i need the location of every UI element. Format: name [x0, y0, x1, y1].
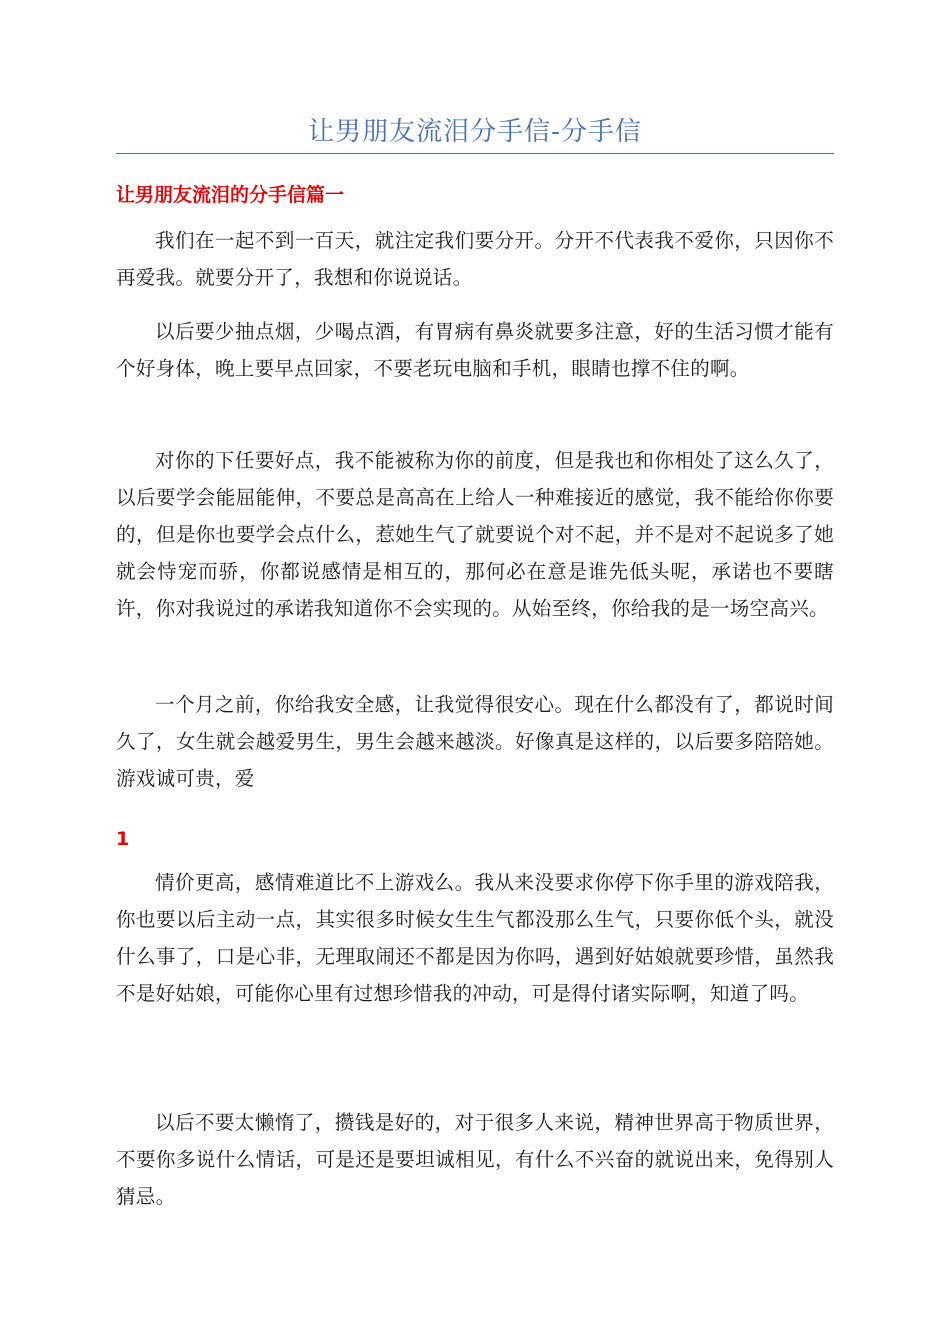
paragraph-3: 对你的下任要好点，我不能被称为你的前度，但是我也和你相处了这么久了，以后要学会能屈能伸，不要总是高高在上给人一种难接近的感觉，我不能给你你要的，但是你也要学会点什么，惹她生气了就要说个对不起，并不是对不起说多了她就会恃宠而骄，你都说感情是相互的，那何必在意是谁先低头呢，承诺也不要瞎许，你对我说过的承诺我知道你不会实现的。从始至终，你给我的是一场空高兴。: [116, 449, 834, 620]
document-title: 让男朋友流泪分手信-分手信: [308, 117, 642, 147]
paragraph-5: 情价更高，感情难道比不上游戏么。我从来没要求你停下你手里的游戏陪我，你也要以后主动一点，其实很多时候女生生气都没那么生气，只要你低个头，就没什么事了，口是心非，无理取闹还不都是因为你吗，遇到好姑娘就要珍惜，虽然我不是好姑娘，可能你心里有过想珍惜我的冲动，可是得付诸实际啊，知道了吗。: [116, 871, 834, 1005]
paragraph-4: 一个月之前，你给我安全感，让我觉得很安心。现在什么都没有了，都说时间久了，女生就会越爱男生，男生会越来越淡。好像真是这样的，以后要多陪陪她。游戏诚可贵，爱: [116, 693, 834, 790]
paragraph-1: 我们在一起不到一百天，就注定我们要分开。分开不代表我不爱你，只因你不再爱我。就要分开了，我想和你说说话。: [116, 229, 834, 289]
paragraph-6: 以后不要太懒惰了，攒钱是好的，对于很多人来说，精神世界高于物质世界，不要你多说什么情话，可是还是要坦诚相见，有什么不兴奋的就说出来，免得别人猜忌。: [116, 1111, 834, 1208]
page-marker: 1: [116, 828, 130, 850]
section-heading: 让男朋友流泪的分手信篇一: [116, 184, 345, 206]
title-underline: [116, 153, 834, 154]
paragraph-2: 以后要少抽点烟，少喝点酒，有胃病有鼻炎就要多注意，好的生活习惯才能有个好身体，晚上要早点回家，不要老玩电脑和手机，眼睛也撑不住的啊。: [116, 320, 834, 380]
